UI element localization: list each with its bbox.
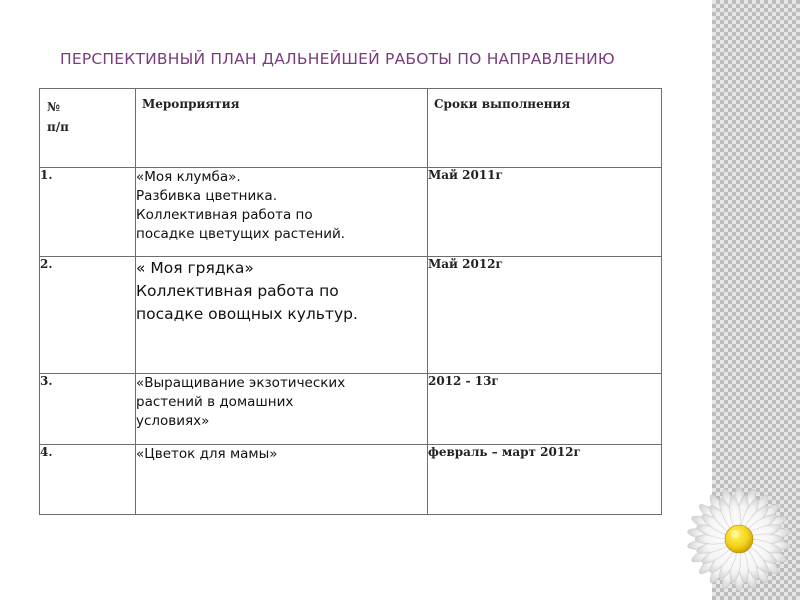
row-deadline: февраль – март 2012г: [428, 445, 662, 515]
table-row: [40, 168, 662, 257]
event-line: посадке цветущих растений.: [136, 226, 346, 242]
event-line: Разбивка цветника.: [136, 188, 277, 204]
page-title: ПЕРСПЕКТИВНЫЙ ПЛАН ДАЛЬНЕЙШЕЙ РАБОТЫ ПО НАПРАВЛЕНИЮ: [60, 50, 615, 68]
event-line: « Моя грядка»: [136, 259, 254, 277]
row-event: [136, 374, 428, 445]
header-number: [40, 89, 136, 168]
row-deadline: Май 2011г: [428, 168, 662, 257]
table-row: [40, 445, 662, 515]
header-deadline: Сроки выполнения: [428, 89, 662, 168]
event-line: Коллективная работа по: [136, 282, 339, 300]
row-event: [136, 445, 428, 515]
table-row: [40, 374, 662, 445]
row-deadline: Май 2012г: [428, 257, 662, 374]
event-line: растений в домашних: [136, 394, 294, 410]
header-number-abbr: п/п: [47, 120, 69, 134]
plan-table: [39, 88, 662, 515]
row-number: 3.: [40, 374, 136, 445]
table-row: [40, 257, 662, 374]
row-number: 1.: [40, 168, 136, 257]
row-event: [136, 257, 428, 374]
row-deadline: 2012 - 13г: [428, 374, 662, 445]
row-number: 2.: [40, 257, 136, 374]
event-line: Коллективная работа по: [136, 207, 313, 223]
event-line: посадке овощных культур.: [136, 305, 358, 323]
event-line: условиях»: [136, 413, 210, 429]
row-number: 4.: [40, 445, 136, 515]
header-number-symbol: №: [47, 100, 61, 114]
header-events: Мероприятия: [136, 89, 428, 168]
event-line: «Выращивание экзотических: [136, 375, 346, 391]
daisy-flower-icon: [677, 483, 797, 595]
row-event: [136, 168, 428, 257]
table-header-row: [40, 89, 662, 168]
event-line: «Моя клумба».: [136, 169, 241, 185]
event-line: «Цветок для мамы»: [136, 446, 278, 462]
